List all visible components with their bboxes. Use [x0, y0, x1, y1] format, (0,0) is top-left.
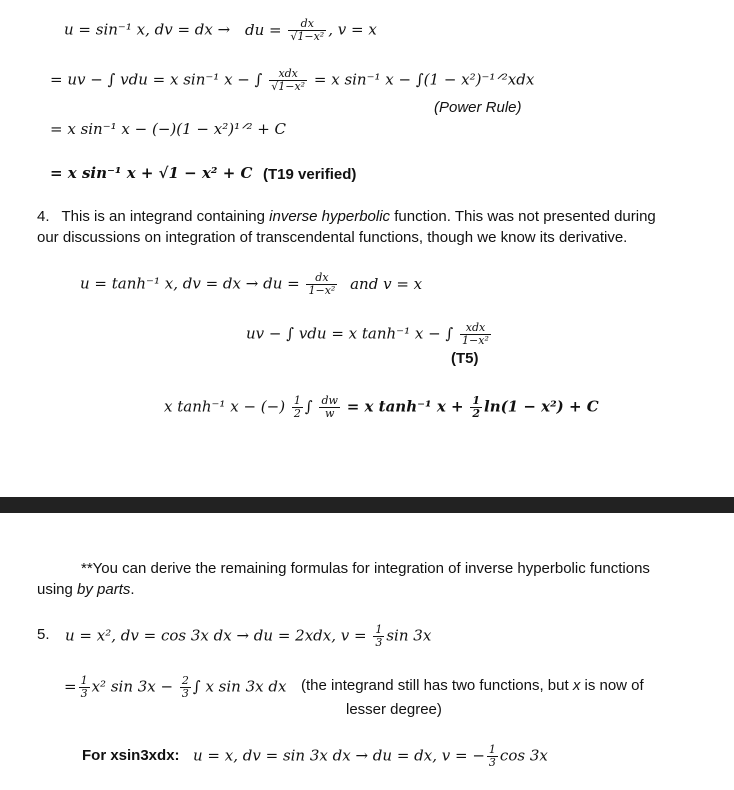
power-rule-note: (Power Rule) [434, 99, 522, 116]
t19-line2: = x sin⁻¹ x − (−)(1 − x²)¹ᐟ² + C [50, 120, 287, 138]
section-5-comment-line2: lesser degree) [346, 701, 442, 718]
t19-line1-fraction: $\frac{\text{xdx}}{\text{√1−x²}}$ [271, 67, 306, 94]
section-4-line1: uv − ∫ vdu = x tanh⁻¹ x − ∫ $\frac{\text{xdx}}{\text{1−x²}}$ [246, 321, 489, 348]
t19-setup [64, 18, 377, 43]
section-5-comment-line1: (the integrand still has two functions, but x is now of [301, 677, 644, 694]
section-5-line1: = $\frac{1}{3}$ x² sin 3x − $\frac{2}{3}$ ∫ x sin 3x dx [64, 674, 287, 701]
t19-setup-u: u = sin⁻¹ x, dv = dx → [64, 20, 231, 39]
section-4-number: 4. [37, 208, 50, 225]
half-fraction-result: $\frac{1}{2}$ [472, 394, 480, 421]
section-divider [0, 497, 734, 513]
dw-over-w-fraction: $\frac{dw}{w}$ [321, 394, 338, 421]
t19-setup-du: du = [244, 20, 282, 39]
section-4-intro: 4. This is an integrand containing inverse hyperbolic function. This was not presented during our discussions on integration of transcendental functions, though we know its derivative. [37, 208, 656, 246]
sub-problem-label: For xsin3xdx: [82, 747, 180, 764]
section-4-result: x tanh⁻¹ x − (−) $\frac{1}{2}$ ∫ $\frac{dw}{w}$ = x tanh⁻¹ x + $\frac{1}{2}$ ln(1 − x²) + C [164, 394, 599, 421]
t19-setup-v: , v = x [328, 20, 377, 39]
half-fraction: $\frac{1}{2}$ [293, 394, 301, 421]
t5-label: (T5) [451, 350, 479, 367]
t19-setup-fraction: $\frac{dx}{\text{√1−x²}}$ [290, 17, 325, 44]
t19-verified: (T19 verified) [263, 166, 357, 183]
section-4-setup-fraction: $\frac{dx}{\text{1−x²}}$ [308, 271, 336, 298]
sub-problem-fraction: $\frac{1}{3}$ [488, 743, 496, 770]
section-5-number: 5. [37, 626, 50, 643]
t19-result: = x sin⁻¹ x + √1 − x² + C [50, 164, 253, 182]
t19-line1: = uv − ∫ vdu = x sin⁻¹ x − ∫ $\frac{\text{xdx}}{\text{√1−x²}}$ = x sin⁻¹ x − ∫(1 − x²)⁻¹ᐟ²xdx [50, 67, 535, 94]
remaining-formulas-note: **You can derive the remaining formulas for integration of inverse hyperbolic functions using by parts. [37, 560, 650, 598]
section-5-setup: u = x², dv = cos 3x dx → du = 2xdx, v = $\frac{1}{3}$ sin 3x [65, 623, 432, 650]
sub-problem-setup: u = x, dv = sin 3x dx → du = dx, v = − $\frac{1}{3}$ cos 3x [193, 743, 548, 770]
section-4-setup: u = tanh⁻¹ x, dv = dx → du = $\frac{dx}{\text{1−x²}}$ and v = x [80, 271, 423, 298]
section-4-line1-fraction: $\frac{\text{xdx}}{\text{1−x²}}$ [462, 321, 489, 348]
one-third-fraction: $\frac{1}{3}$ [80, 674, 88, 701]
section-5-setup-fraction: $\frac{1}{3}$ [375, 623, 383, 650]
two-thirds-fraction: $\frac{2}{3}$ [181, 674, 189, 701]
